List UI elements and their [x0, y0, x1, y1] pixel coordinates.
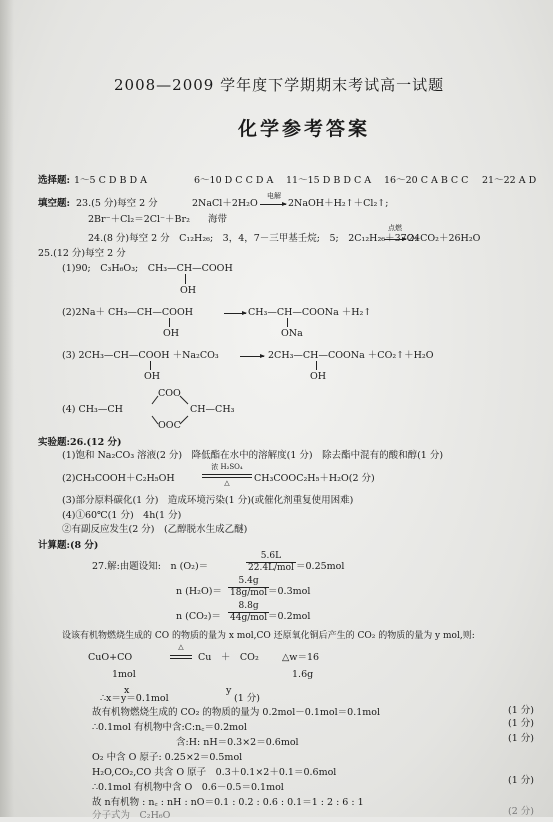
scan-shadow	[0, 0, 14, 817]
calc-line-a: 故有机物燃烧生成的 CO₂ 的物质的量为 0.2mol－0.1mol＝0.1mol	[92, 707, 381, 718]
q23-eq2-note: 海带	[208, 214, 228, 225]
q25-3-oh1: OH	[144, 371, 161, 382]
calc-q27: 27.解:由题设知: n (O₂)＝	[92, 561, 209, 572]
calc-line-c: 含:H: nH＝0.3×2＝0.6mol	[176, 737, 299, 748]
calc-line-h-points: (2 分)	[508, 806, 534, 817]
q25-2-left: (2)2Na＋ CH₃—CH—COOH	[62, 307, 194, 318]
calc-frac-2-lhs: n (H₂O)＝	[176, 586, 222, 597]
q25-2-right: CH₃—CH—COONa ＋H₂↑	[248, 307, 372, 318]
exp-label: 实验题:26.(12 分)	[38, 437, 122, 448]
q25-3-bond-1	[150, 361, 151, 370]
calc-rx-x: x	[124, 685, 130, 696]
calc-line-b-points: (1 分)	[508, 718, 534, 729]
calc-frac-2-den: 18g/mol	[230, 588, 268, 598]
page-subtitle: 化学参考答案	[238, 118, 371, 140]
calc-label: 计算题:(8 分)	[38, 540, 99, 551]
calc-line-b: ∴0.1mol 有机物中含:C:n꜀＝0.2mol	[92, 722, 247, 733]
calc-frac-1	[246, 551, 296, 574]
q23-eq1-condition: 电解	[267, 192, 281, 200]
calc-frac-2-num: 5.4g	[228, 576, 269, 588]
q23-eq1-left: 2NaCl＋2H₂O	[192, 198, 258, 209]
q25-3-right: 2CH₃—CH—COONa ＋CO₂↑＋H₂O	[268, 350, 434, 361]
q24-right: 24CO₂＋26H₂O	[408, 233, 481, 244]
choice-group-3: 11～15 D B D C A	[286, 175, 372, 186]
calc-line-c-points: (1 分)	[508, 733, 534, 744]
calc-rx-eqsign	[170, 655, 192, 659]
q25-2-bond-1	[169, 318, 170, 327]
fill-label: 填空题:	[38, 198, 71, 209]
exp-line-2-condition: 浓 H₂SO₄	[211, 463, 243, 471]
q25-2-oh: OH	[163, 328, 180, 339]
q25-3-arrow	[240, 356, 264, 357]
exp-line-1: (1)饱和 Na₂CO₃ 溶液(2 分) 降低酯在水中的溶解度(1 分) 除去酯中混有的酸和醇(1 分)	[62, 450, 444, 461]
calc-frac-3	[228, 601, 269, 624]
calc-rx-left: CuO+CO	[88, 652, 133, 663]
exp-line-3: (3)部分原料碳化(1 分) 造成环境污染(1 分)(或催化剂重复使用困难)	[62, 495, 354, 506]
calc-line-h: 分子式为 C₂H₆O	[92, 810, 171, 821]
q24-arrow	[384, 239, 406, 240]
calc-line-a-points: (1 分)	[508, 705, 534, 716]
calc-rx-condition: △	[178, 643, 184, 651]
q25-3-bond-2	[316, 361, 317, 370]
q25-4-left: (4) CH₃—CH	[62, 404, 123, 415]
calc-res1: ∴x＝y＝0.1mol	[100, 693, 169, 704]
q23-eq1-arrow	[260, 204, 286, 205]
page-title: 2008—2009 学年度下学期期末考试高一试题	[114, 76, 445, 94]
q25-4-top: COO	[158, 388, 181, 399]
calc-frac-1-result: ＝0.25mol	[296, 561, 345, 572]
q25-2-arrow	[224, 313, 246, 314]
q23-eq2: 2Br⁻＋Cl₂＝2Cl⁻＋Br₂	[88, 214, 190, 225]
q25-2-bond-2	[287, 318, 288, 327]
q23-eq1-right: 2NaOH＋H₂↑＋Cl₂↑;	[288, 198, 389, 209]
calc-line-g: 故 n有机物 : n꜀ : nH : nO＝0.1 : 0.2 : 0.6 : 0.1＝1 : 2 : 6 : 1	[92, 797, 364, 808]
calc-frac-2-result: ＝0.3mol	[268, 586, 311, 597]
calc-line-f: ∴0.1mol 有机物中含 O 0.6－0.5＝0.1mol	[92, 782, 284, 793]
calc-frac-1-den: 22.4L/mol	[248, 563, 294, 573]
calc-rx-y: y	[226, 685, 232, 696]
q25-1: (1)90; C₃H₆O₃; CH₃—CH—COOH	[62, 263, 233, 274]
choice-group-1: 1～5 C D B D A	[74, 175, 148, 186]
exp-line-2-left: (2)CH₃COOH＋C₂H₅OH	[62, 473, 175, 484]
calc-frac-3-num: 8.8g	[228, 601, 269, 613]
calc-rx-mid: Cu ＋ CO₂	[198, 652, 259, 663]
exp-line-5: ②有副反应发生(2 分) (乙醇脱水生成乙醚)	[62, 524, 248, 535]
calc-frac-3-den: 44g/mol	[230, 613, 268, 623]
choice-label: 选择题:	[38, 175, 71, 186]
calc-assume: 设该有机物燃烧生成的 CO 的物质的量为 x mol,CO 还原氧化铜后产生的 CO₂ 的物质的量为 y mol,则:	[62, 631, 475, 641]
calc-rx-dw: △w＝16	[282, 652, 320, 663]
calc-rx-1mol: 1mol	[112, 669, 136, 680]
choice-group-4: 16～20 C A B C C	[384, 175, 469, 186]
exp-line-2-heat: △	[224, 479, 230, 487]
q25-2-ona: ONa	[281, 328, 303, 339]
calc-frac-2	[228, 576, 269, 599]
q24-text: 24.(8 分)每空 2 分 C₁₂H₂₆; 3，4，7－三甲基壬烷; 5; 2C₁₂H₂₆＋37O₂	[88, 233, 419, 244]
calc-line-f-points: (1 分)	[508, 775, 534, 786]
exp-line-2-right: CH₃COOC₂H₅＋H₂O(2 分)	[254, 473, 375, 484]
calc-res1-points: (1 分)	[234, 693, 260, 704]
exp-line-2-eqsign	[202, 474, 252, 478]
calc-rx-16g: 1.6g	[292, 669, 314, 680]
q25-4-ring-bonds	[146, 392, 196, 428]
exp-line-4: (4)①60℃(1 分) 4h(1 分)	[62, 510, 182, 521]
calc-frac-3-lhs: n (CO₂)＝	[176, 611, 221, 622]
q23-title: 23.(5 分)每空 2 分	[76, 198, 158, 209]
q24-condition: 点燃	[388, 224, 402, 232]
q25-4-right: CH—CH₃	[190, 404, 235, 415]
calc-line-d: O₂ 中含 O 原子: 0.25×2＝0.5mol	[92, 752, 243, 763]
q25-3-left: (3) 2CH₃—CH—COOH ＋Na₂CO₃	[62, 350, 219, 361]
choice-group-2: 6～10 D C C D A	[194, 175, 274, 186]
q25-3-oh2: OH	[310, 371, 327, 382]
calc-line-e: H₂O,CO₂,CO 共含 O 原子 0.3＋0.1×2＋0.1＝0.6mol	[92, 767, 337, 778]
q25-1-bond	[185, 274, 186, 284]
q25-title: 25.(12 分)每空 2 分	[38, 248, 126, 259]
choice-group-5: 21～22 A D	[482, 175, 537, 186]
calc-frac-1-num: 5.6L	[246, 551, 296, 563]
calc-frac-3-result: ＝0.2mol	[268, 611, 311, 622]
q25-4-bottom: OOC	[158, 420, 181, 431]
q25-1-oh: OH	[180, 285, 197, 296]
